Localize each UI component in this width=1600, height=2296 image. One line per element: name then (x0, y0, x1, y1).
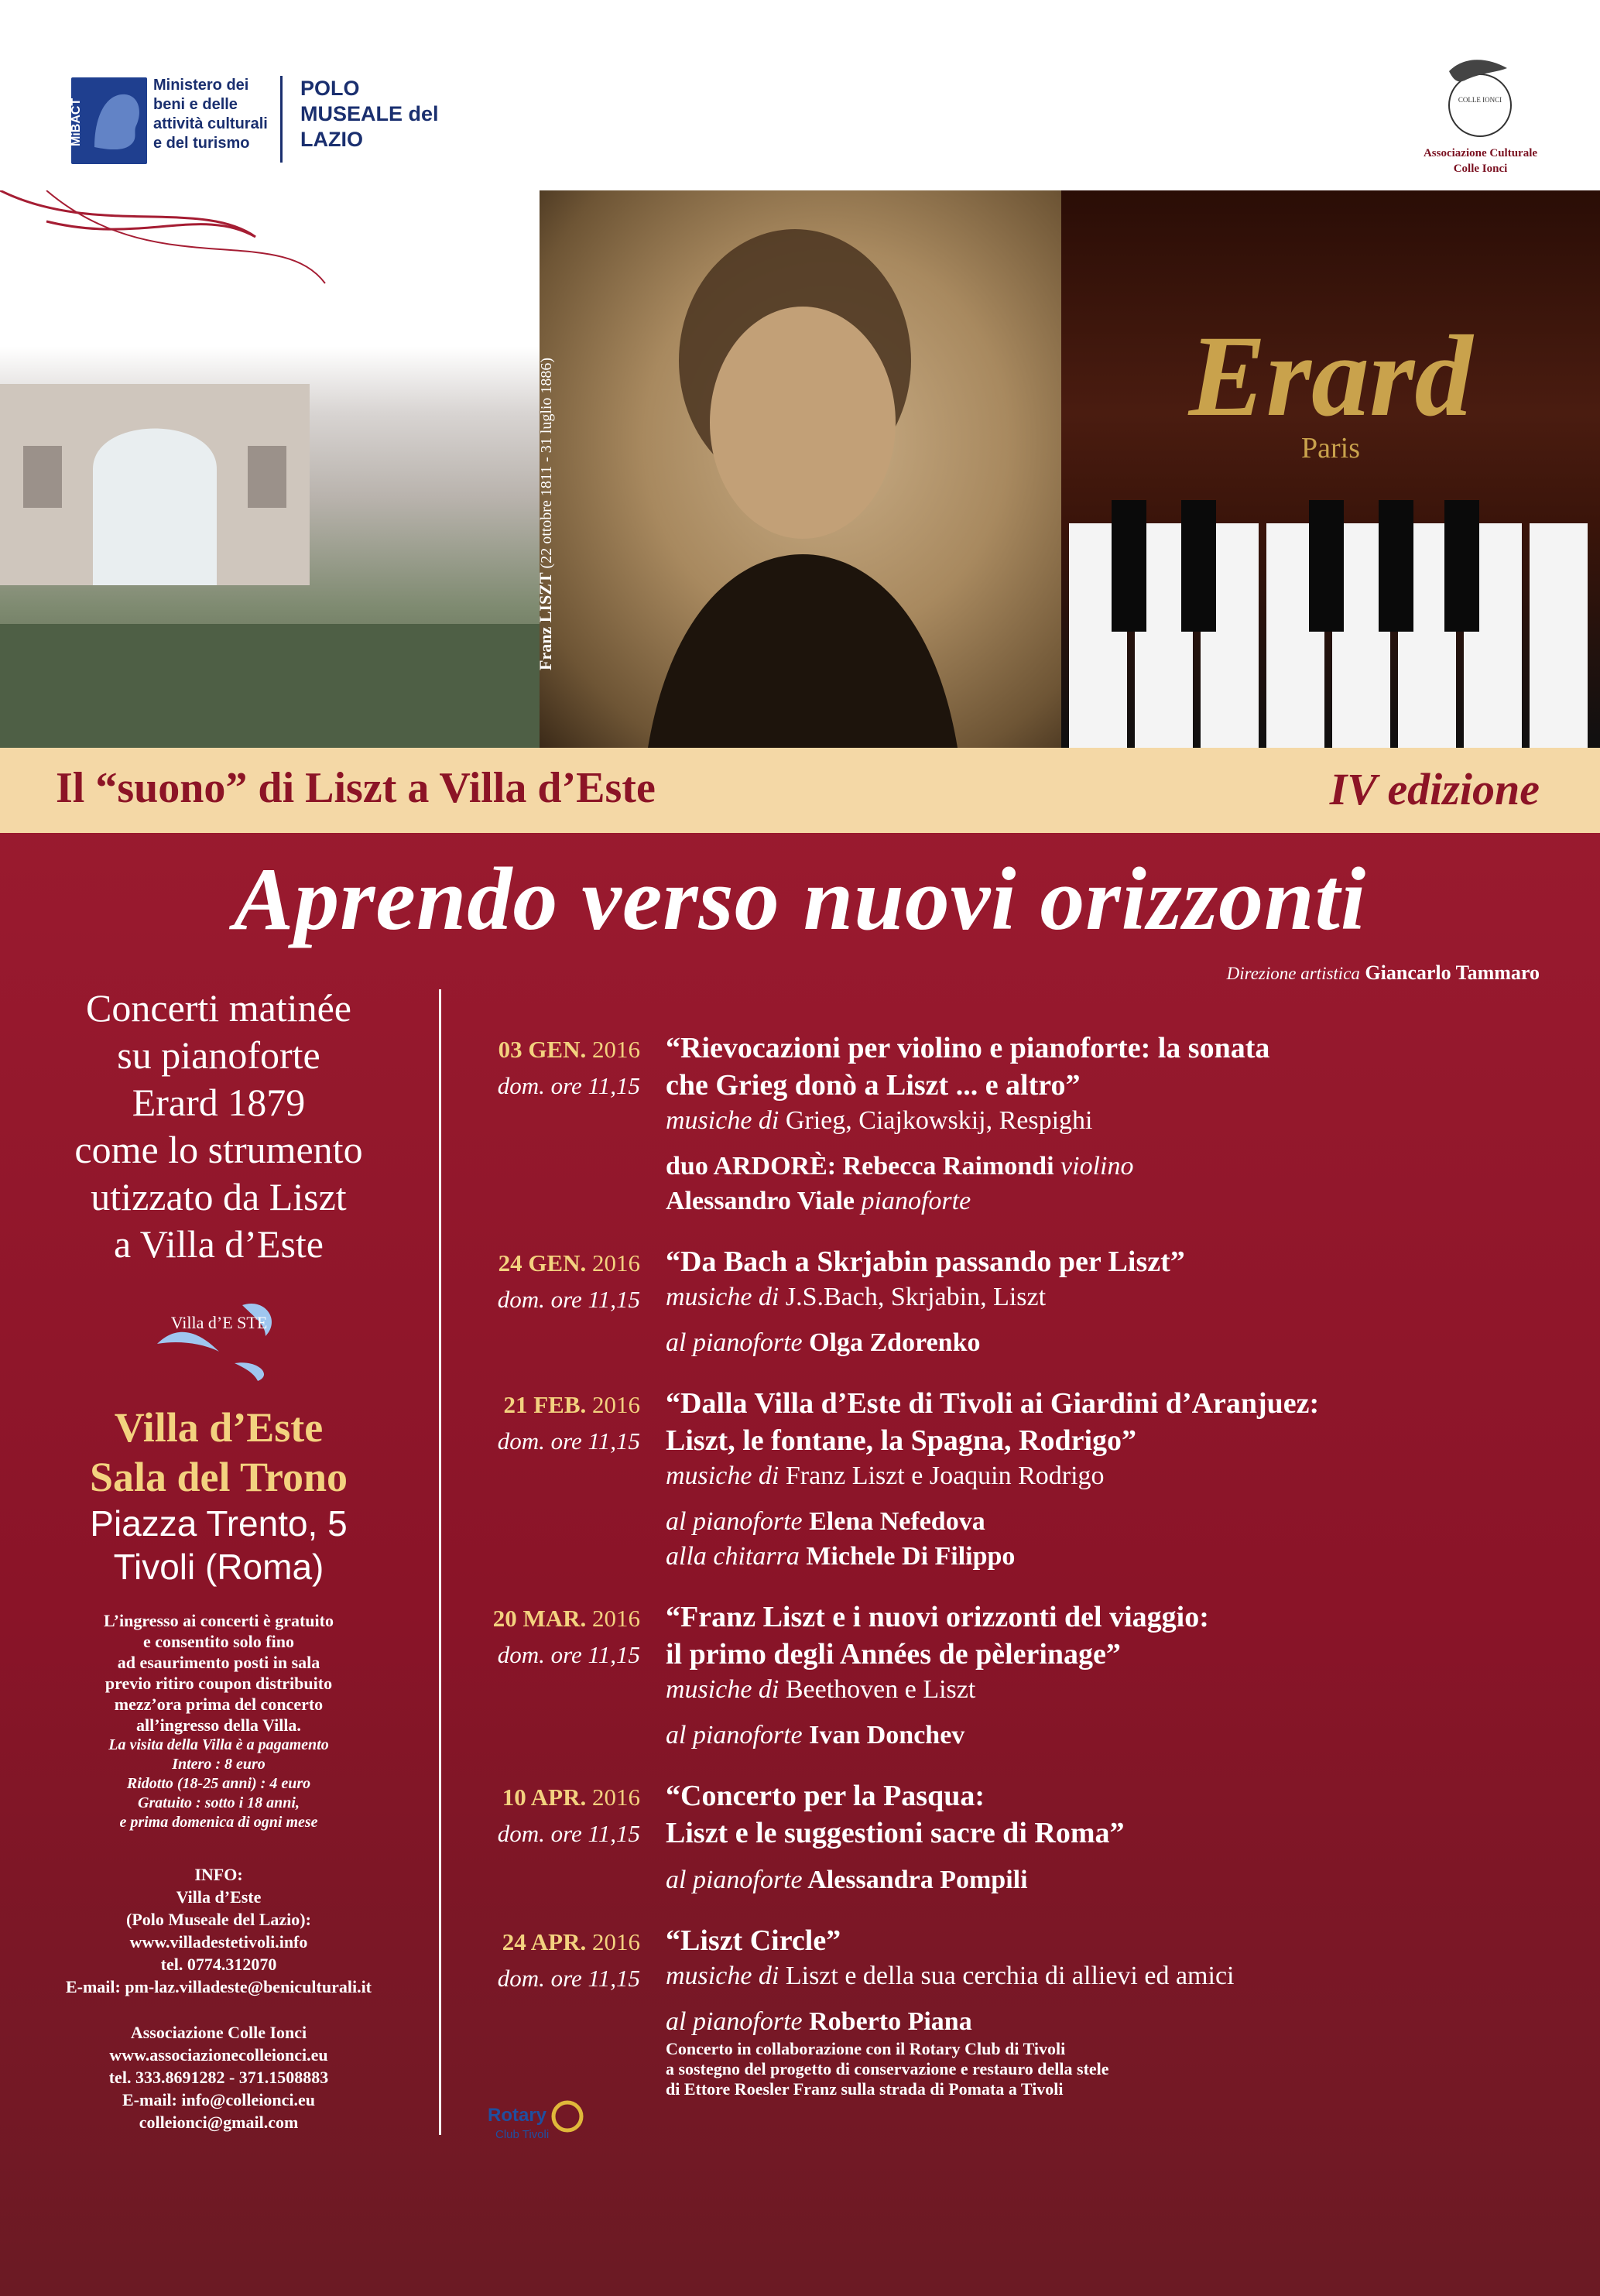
event-date: 24 APR. 2016 (502, 1928, 640, 1955)
entry-line: all’ingresso della Villa. (136, 1715, 301, 1735)
info-website: www.villadestetivoli.info (129, 1932, 308, 1952)
event-music: musiche di Franz Liszt e Joaquin Rodrigo (666, 1462, 1105, 1490)
performer-line: al pianoforte Alessandra Pompili (666, 1866, 1028, 1894)
event-title: “Dalla Villa d’Este di Tivoli ai Giardini d’Aranjuez: (666, 1387, 1320, 1420)
event-performers (666, 1149, 1573, 1218)
assoc-email-2: colleionci@gmail.com (139, 2113, 299, 2132)
main-title: Aprendo verso nuovi orizzonti (233, 850, 1367, 949)
event-title: che Grieg donò a Liszt ... e altro” (666, 1069, 1081, 1102)
event-title: Liszt e le suggestioni sacre di Roma” (666, 1817, 1125, 1849)
visit-line: Ridotto (18-25 anni) : 4 euro (126, 1775, 311, 1792)
performer-line: duo ARDORÈ: Rebecca Raimondi violino (666, 1152, 1134, 1181)
visit-prices (0, 1736, 437, 1832)
rotary-logo (484, 2090, 584, 2160)
direction-label: Direzione artistica (1226, 964, 1360, 983)
event-performers (666, 1718, 1573, 1753)
performer-line: al pianoforte Roberto Piana (666, 2007, 972, 2036)
info-line: (Polo Museale del Lazio): (126, 1910, 311, 1929)
assoc-website: www.associazionecolleionci.eu (109, 2045, 328, 2065)
polo-museale-name: POLO MUSEALE del LAZIO (300, 77, 439, 151)
event-performers (666, 2004, 1573, 2039)
event-performers (666, 1325, 1573, 1360)
liszt-portrait-photo (540, 190, 1061, 748)
event-time: dom. ore 11,15 (497, 1820, 640, 1847)
entry-line: L’ingresso ai concerti è gratuito (104, 1611, 334, 1630)
event-music: musiche di J.S.Bach, Skrjabin, Liszt (666, 1283, 1047, 1311)
note-line: di Ettore Roesler Franz sulla strada di Pomata a Tivoli (666, 2079, 1064, 2099)
entry-line: e consentito solo fino (143, 1632, 294, 1651)
colle-ionci-logo (1434, 50, 1526, 142)
event-time: dom. ore 11,15 (497, 1072, 640, 1099)
divider (280, 76, 283, 163)
intro-line: a Villa d’Este (114, 1222, 324, 1266)
rotary-name: Rotary (488, 2105, 547, 2126)
ministry-logo (71, 77, 147, 164)
villa-deste-logo (149, 1290, 289, 1383)
info-phone: tel. 0774.312070 (160, 1955, 277, 1974)
intro-line: utizzato da Liszt (91, 1175, 347, 1218)
association-name-line-2: Colle Ionci (1453, 163, 1508, 175)
event-music: musiche di Grieg, Ciajkowskij, Respighi (666, 1106, 1093, 1135)
colle-logo-text: COLLE IONCI (1458, 96, 1502, 104)
event-date: 10 APR. 2016 (502, 1784, 640, 1811)
intro-line: su pianoforte (117, 1033, 320, 1077)
performer-line: al pianoforte Ivan Donchev (666, 1721, 965, 1749)
visit-line: Intero : 8 euro (172, 1756, 266, 1773)
face-icon (71, 77, 147, 164)
visit-line: La visita della Villa è a pagamento (108, 1736, 329, 1753)
photo-strip (0, 190, 1600, 748)
visit-line: Gratuito : sotto i 18 anni, (138, 1794, 300, 1811)
event-time: dom. ore 11,15 (497, 1965, 640, 1992)
venue-name: Villa d’Este (114, 1404, 324, 1451)
event-title: “Liszt Circle” (666, 1924, 841, 1957)
artistic-direction (1227, 961, 1540, 985)
entry-line: ad esaurimento posti in sala (117, 1653, 320, 1672)
ministry-logo-text: MiBACT (70, 98, 83, 147)
note-line: Concerto in collaborazione con il Rotary Club di Tivoli (666, 2039, 1066, 2058)
event-title: Liszt, le fontane, la Spagna, Rodrigo” (666, 1424, 1137, 1457)
event-item (466, 1243, 1573, 1360)
festival-title: Il “suono” di Liszt a Villa d’Este (56, 764, 656, 812)
event-note (666, 2039, 1573, 2099)
assoc-phone: tel. 333.8691282 - 371.1508883 (108, 2068, 329, 2087)
note-line: a sostegno del progetto di conservazione e restauro della stele (666, 2059, 1109, 2078)
erard-piano-photo (1061, 190, 1600, 748)
event-title: “Concerto per la Pasqua: (666, 1780, 985, 1812)
event-date: 03 GEN. 2016 (498, 1036, 640, 1063)
venue-room: Sala del Trono (89, 1454, 348, 1500)
svg-text:Erard: Erard (1188, 312, 1473, 440)
performer-line: alla chitarra Michele Di Filippo (666, 1542, 1016, 1571)
edition-label: IV edizione (1329, 764, 1540, 814)
event-item (466, 1777, 1573, 1897)
event-time: dom. ore 11,15 (497, 1286, 640, 1313)
info-line: INFO: (194, 1865, 243, 1884)
address-street: Piazza Trento, 5 (90, 1503, 348, 1544)
liszt-caption (536, 358, 556, 670)
event-title: il primo degli Années de pèlerinage” (666, 1638, 1121, 1671)
event-title: “Da Bach a Skrjabin passando per Liszt” (666, 1246, 1185, 1278)
villa-arch-photo (0, 190, 540, 748)
event-date: 24 GEN. 2016 (498, 1249, 640, 1277)
assoc-name: Associazione Colle Ionci (130, 2023, 307, 2042)
rotary-club: Club Tivoli (495, 2128, 550, 2141)
performer-line: al pianoforte Elena Nefedova (666, 1507, 985, 1536)
event-date: 20 MAR. 2016 (492, 1605, 640, 1632)
association-name (1393, 146, 1567, 176)
direction-name: Giancarlo Tammaro (1365, 961, 1540, 984)
event-music: musiche di Beethoven e Liszt (666, 1675, 976, 1704)
event-time: dom. ore 11,15 (497, 1641, 640, 1668)
visit-line: e prima domenica di ogni mese (119, 1814, 318, 1831)
rotary-wheel-icon (553, 2102, 581, 2130)
event-item (466, 1599, 1573, 1753)
address (0, 1502, 437, 1588)
event-performers (666, 1863, 1573, 1897)
entry-info (0, 1610, 437, 1736)
ministry-name: Ministero dei beni e delle attività culturali e del turismo (153, 77, 268, 152)
events-list (466, 1030, 1573, 2124)
event-item (466, 1030, 1573, 1218)
address-city: Tivoli (Roma) (113, 1547, 324, 1587)
entry-line: previo ritiro coupon distribuito (104, 1674, 333, 1693)
association-contacts (0, 2021, 437, 2133)
event-title: “Franz Liszt e i nuovi orizzonti del viaggio: (666, 1601, 1209, 1633)
villa-logo-text: Villa d’E STE (170, 1313, 267, 1332)
association-name-line-1: Associazione Culturale (1423, 147, 1538, 159)
performer-line: al pianoforte Olga Zdorenko (666, 1328, 981, 1357)
column-divider (439, 989, 441, 2135)
event-music: musiche di Liszt e della sua cerchia di allievi ed amici (666, 1962, 1235, 1990)
event-title: “Rievocazioni per violino e pianoforte: la sonata (666, 1032, 1270, 1064)
intro-line: Concerti matinée (86, 986, 351, 1030)
svg-text:Paris: Paris (1301, 432, 1360, 464)
event-date: 21 FEB. 2016 (503, 1391, 640, 1418)
info-contacts (0, 1863, 437, 1998)
header (0, 0, 1600, 190)
event-item (466, 1385, 1573, 1574)
intro-line: come lo strumento (74, 1128, 363, 1171)
info-line: Villa d’Este (176, 1887, 262, 1907)
entry-line: mezz’ora prima del concerto (114, 1695, 324, 1714)
performer-line: Alessandro Viale pianoforte (666, 1187, 971, 1215)
liszt-caption-name: Franz LISZT (536, 572, 555, 670)
liszt-caption-dates: (22 ottobre 1811 - 31 luglio 1886) (538, 357, 555, 569)
intro-line: Erard 1879 (132, 1081, 306, 1124)
event-item (466, 1922, 1573, 2099)
info-email: E-mail: pm-laz.villadeste@beniculturali.it (65, 1977, 372, 1996)
assoc-email: E-mail: info@colleionci.eu (122, 2090, 315, 2109)
event-performers (666, 1504, 1573, 1574)
intro-text (0, 985, 437, 1268)
left-column (0, 983, 437, 2133)
venue (0, 1403, 437, 1502)
event-time: dom. ore 11,15 (497, 1427, 640, 1455)
